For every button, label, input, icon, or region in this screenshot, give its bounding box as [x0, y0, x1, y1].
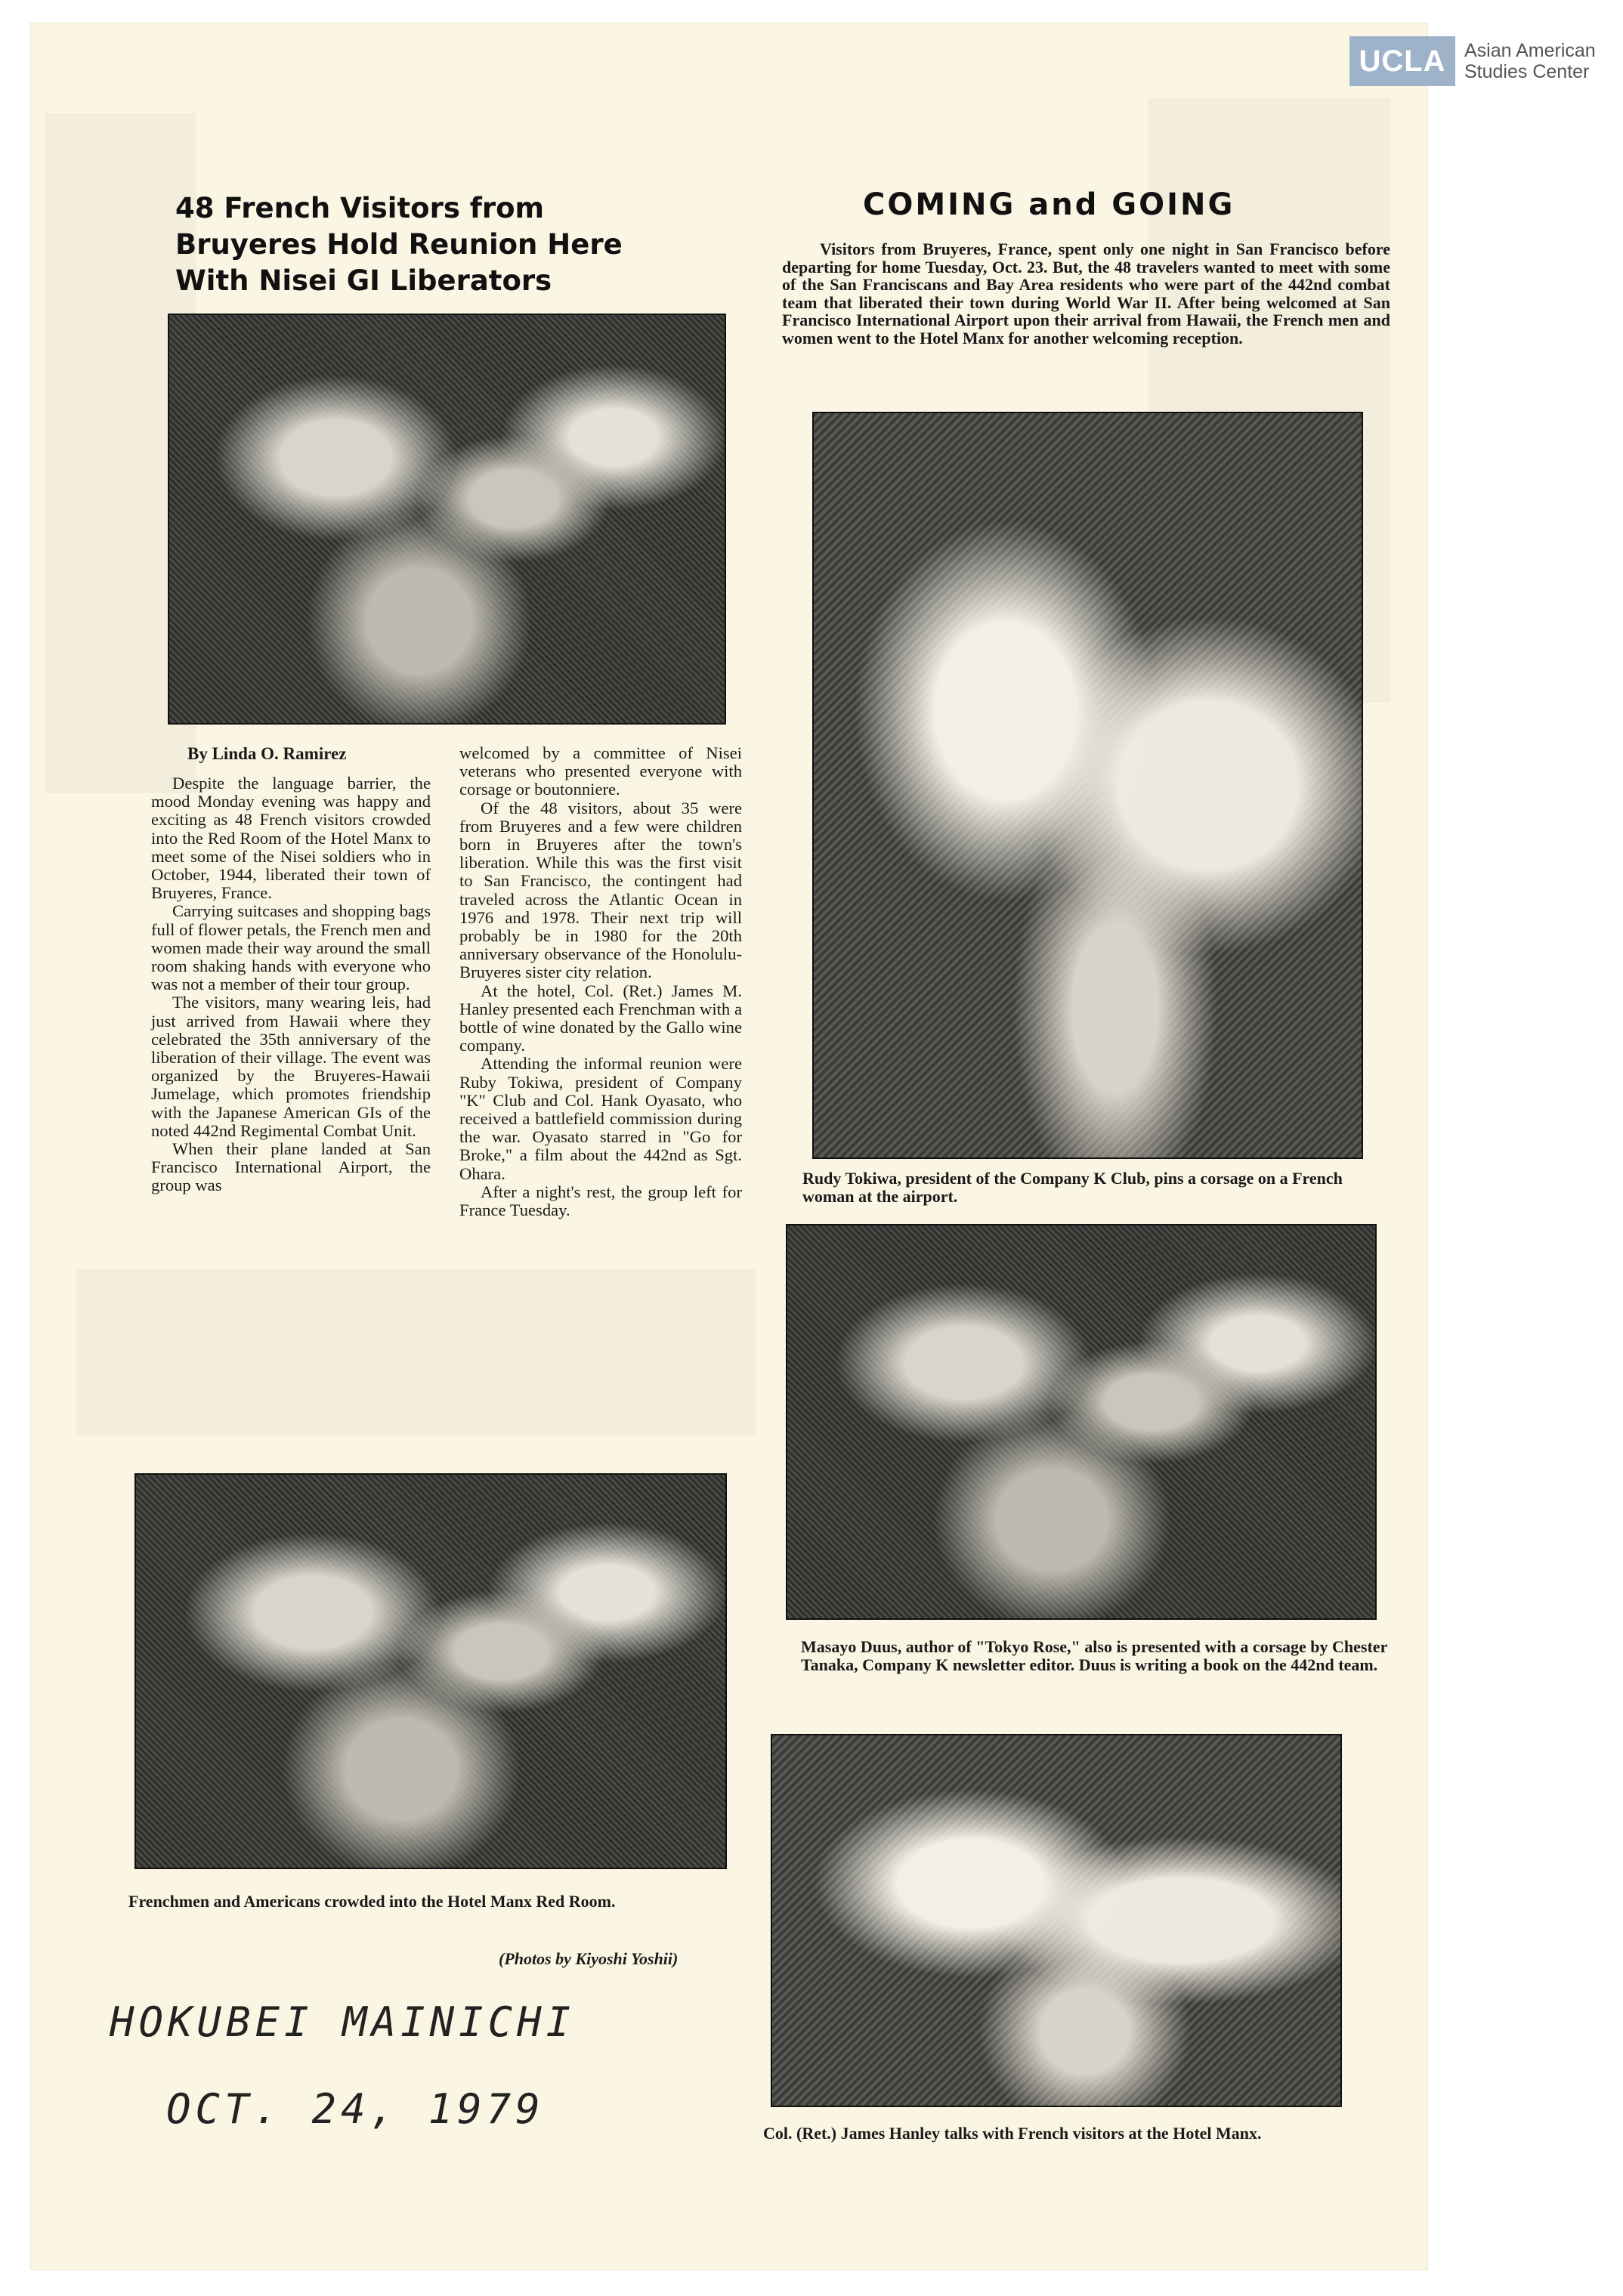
ucla-logo: UCLA: [1349, 36, 1455, 86]
coming-going-title: COMING and GOING: [863, 187, 1235, 222]
hanley-caption: Col. (Ret.) James Hanley talks with French visitors at the Hotel Manx.: [763, 2124, 1262, 2143]
handwritten-date: OCT. 24, 1979: [166, 2085, 545, 2133]
tokiwa-caption: Rudy Tokiwa, president of the Company K Club, pins a corsage on a French woman at the airport.: [802, 1169, 1343, 1206]
tokiwa-corsage-photo: [812, 412, 1363, 1159]
handwritten-newspaper-name: HOKUBEI MAINICHI: [110, 1998, 576, 2046]
byline: By Linda O. Ramirez: [187, 744, 347, 763]
article-column-1: Despite the language barrier, the mood Monday evening was happy and exciting as 48 French visitors crowded into the Red Room of the Hotel Manx to meet some of the Nisei soldiers who in October, 1944, liberated their town of Bruyeres, France. Carrying suitcases and shopping bags full of flower petals, the French men and women made their way around the small room shaking hands with everyone who was not a member of their tour group. The visitors, many wearing leis, had just arrived from Hawaii where they celebrated the 35th anniversary of the liberation of their village. The event was organized by the Bruyeres-Hawaii Jumelage, which promotes friendship with the Japanese American GIs of the noted 442nd Regimental Combat Unit. When their plane landed at San Francisco International Airport, the group was: [151, 774, 431, 1195]
duus-corsage-photo: [786, 1224, 1377, 1620]
hanley-photo: [771, 1734, 1342, 2107]
red-room-caption: Frenchmen and Americans crowded into the Hotel Manx Red Room.: [128, 1892, 616, 1911]
photo-credit: (Photos by Kiyoshi Yoshii): [499, 1949, 679, 1968]
badge-label: Asian American Studies Center: [1464, 40, 1596, 82]
red-room-photo: [134, 1473, 727, 1869]
crowd-photo: [168, 314, 726, 725]
article-column-2: welcomed by a committee of Nisei veterans who presented everyone with corsage or boutonniere. Of the 48 visitors, about 35 were from Bruyeres and a few were children born in Bruyeres after the town's liberation. While this was the first visit to San Francisco, the contingent had traveled across the Atlantic Ocean in 1976 and 1978. Their next trip will probably be in 1980 for the 20th anniversary observance of the Honolulu-Bruyeres sister city relation. At the hotel, Col. (Ret.) James M. Hanley presented each Frenchman with a bottle of wine donated by the Gallo wine company. Attending the informal reunion were Ruby Tokiwa, president of Company "K" Club and Col. Hank Oyasato, who received a battlefield commission during the war. Oyasato starred in "Go for Broke," a film about the 442nd as Sgt. Ohara. After a night's rest, the group left for France Tuesday.: [459, 743, 742, 1220]
coming-going-intro: Visitors from Bruyeres, France, spent only one night in San Francisco before departing for home Tuesday, Oct. 23. But, the 48 travelers wanted to meet with some of the San Franciscans and Bay Area residents who were part of the 442nd combat team that liberated their town during World War II. After being welcomed at San Francisco International Airport upon their arrival from Hawaii, the French men and women went to the Hotel Manx for another welcoming reception.: [782, 239, 1390, 348]
ucla-aasc-badge: [1349, 36, 1596, 86]
duus-caption: Masayo Duus, author of "Tokyo Rose," also is presented with a corsage by Chester Tanaka, Company K newsletter editor. Duus is writing a book on the 442nd team.: [801, 1637, 1387, 1674]
article-headline: 48 French Visitors from Bruyeres Hold Reunion Here With Nisei GI Liberators: [175, 192, 623, 297]
